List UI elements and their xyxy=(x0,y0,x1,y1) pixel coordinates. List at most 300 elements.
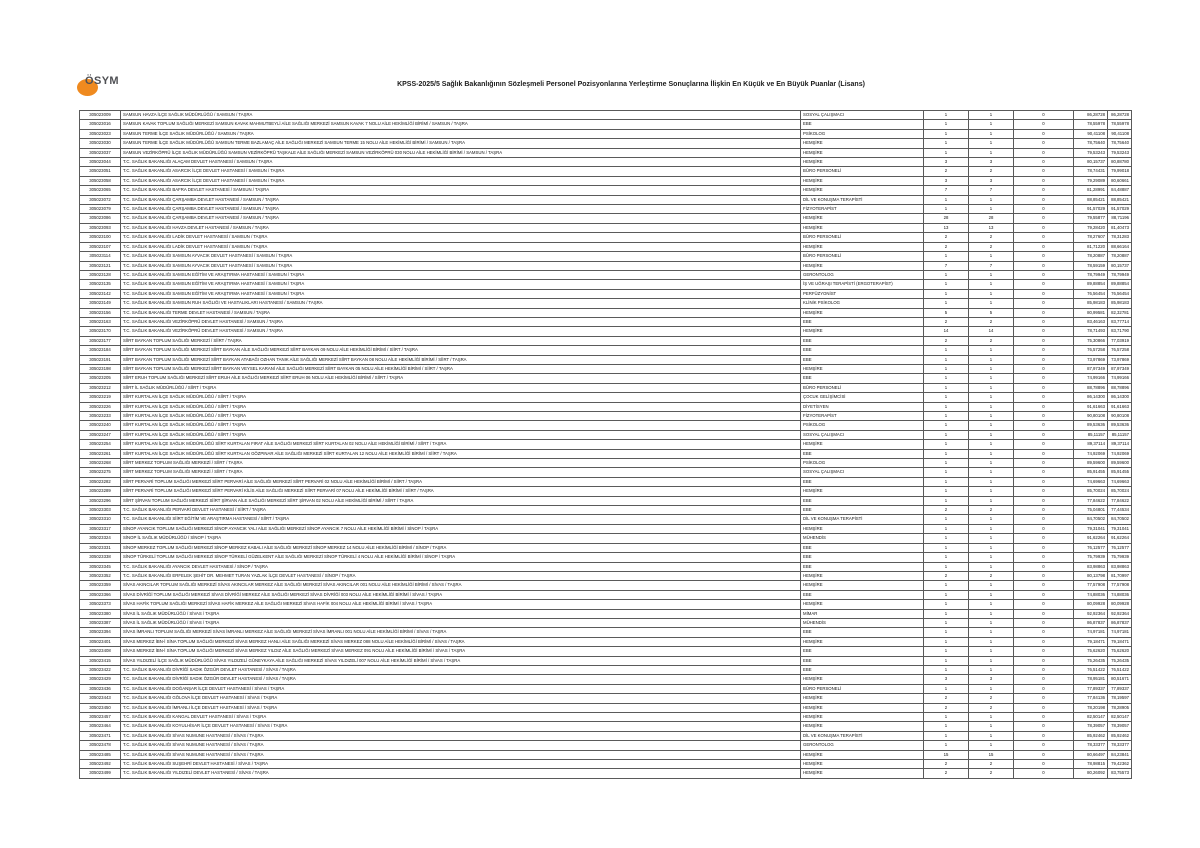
table-row xyxy=(80,459,1132,468)
cell-min-score: 89,88854 xyxy=(1074,280,1108,289)
cell-position-title: DİL VE KONUŞMA TERAPİSTİ xyxy=(801,515,924,524)
cell-min-score: 77,57908 xyxy=(1074,581,1108,590)
cell-placed: 3 xyxy=(969,176,1014,185)
results-table-body xyxy=(80,111,1132,779)
cell-quota: 1 xyxy=(924,355,969,364)
osym-logo-text: ÖSYM xyxy=(85,75,119,87)
cell-min-score: 76,51422 xyxy=(1074,665,1108,674)
cell-placed: 1 xyxy=(969,618,1014,627)
cell-max-score: 88,85421 xyxy=(1108,195,1132,204)
cell-quota: 1 xyxy=(924,421,969,430)
table-row xyxy=(80,647,1132,656)
cell-vacant: 0 xyxy=(1014,524,1074,533)
cell-placed: 1 xyxy=(969,412,1014,421)
cell-min-score: 74,88036 xyxy=(1074,590,1108,599)
cell-position-title: HEMŞİRE xyxy=(801,148,924,157)
cell-vacant: 0 xyxy=(1014,543,1074,552)
cell-min-score: 79,18471 xyxy=(1074,637,1108,646)
table-row xyxy=(80,675,1132,684)
cell-quota: 1 xyxy=(924,393,969,402)
cell-min-score: 79,55877 xyxy=(1074,214,1108,223)
cell-quota: 1 xyxy=(924,590,969,599)
cell-institution: T.C. SAĞLIK BAKANLIĞI VEZİRKÖPRÜ DEVLET HASTANESİ / SAMSUN / TAŞRA xyxy=(121,327,801,336)
cell-max-score: 78,75640 xyxy=(1108,139,1132,148)
cell-position-code: 305023184 xyxy=(80,346,121,355)
cell-placed: 1 xyxy=(969,421,1014,430)
cell-institution: T.C. SAĞLIK BAKANLIĞI ASARCIK İLÇE DEVLET HASTANESİ / SAMSUN / TAŞRA xyxy=(121,167,801,176)
cell-institution: SİİRT PERVARİ TOPLUM SAĞLIĞI MERKEZİ SİİRT PERVARİ AİLE SAĞLIĞI MERKEZİ SİİRT PERVARİ 02 NOLU AİLE HEKİMLİĞİ BİRİMİ / SİİRT / TAŞRA xyxy=(121,477,801,486)
cell-institution: SİİRT PERVARİ TOPLUM SAĞLIĞI MERKEZİ SİİRT PERVARİ KİLİS AİLE SAĞLIĞI MERKEZİ SİİRT PERVARİ 07 NOLU AİLE HEKİMLİĞİ BİRİMİ / SİİRT / TAŞRA xyxy=(121,487,801,496)
cell-quota: 2 xyxy=(924,233,969,242)
cell-placed: 1 xyxy=(969,581,1014,590)
table-row xyxy=(80,261,1132,270)
cell-position-title: EBE xyxy=(801,317,924,326)
cell-quota: 1 xyxy=(924,534,969,543)
cell-placed: 1 xyxy=(969,496,1014,505)
cell-max-score: 90,80108 xyxy=(1108,412,1132,421)
cell-max-score: 91,61663 xyxy=(1108,402,1132,411)
cell-quota: 28 xyxy=(924,214,969,223)
cell-placed: 1 xyxy=(969,129,1014,138)
cell-vacant: 0 xyxy=(1014,195,1074,204)
cell-institution: SİNOP MERKEZ TOPLUM SAĞLIĞI MERKEZİ SİNOP MERKEZ KABALI AİLE SAĞLIĞI MERKEZİ SİNOP MERKEZ 14 NOLU AİLE HEKİMLİĞİ BİRİMİ / SİNOP / TAŞRA xyxy=(121,543,801,552)
cell-max-score: 74,88036 xyxy=(1108,590,1132,599)
table-row xyxy=(80,374,1132,383)
cell-vacant: 0 xyxy=(1014,421,1074,430)
cell-max-score: 80,09928 xyxy=(1108,600,1132,609)
cell-institution: SAMSUN KAVAK TOPLUM SAĞLIĞI MERKEZİ SAMSUN KAVAK MAHMUTBEYLİ AİLE SAĞLIĞI MERKEZİ SAMSUN KAVAK 7 NOLU AİLE HEKİMLİĞİ BİRİMİ / SAMSUN / TAŞRA xyxy=(121,120,801,129)
cell-vacant: 0 xyxy=(1014,449,1074,458)
cell-max-score: 82,50147 xyxy=(1108,713,1132,722)
cell-institution: SAMSUN HAVZA İLÇE SAĞLIK MÜDÜRLÜĞÜ / SAMSUN / TAŞRA xyxy=(121,111,801,120)
cell-position-title: HEMŞİRE xyxy=(801,158,924,167)
cell-institution: SİVAS İMRANLI TOPLUM SAĞLIĞI MERKEZİ SİVAS İMRANLI MERKEZ AİLE SAĞLIĞI MERKEZİ SİVAS İMRANLI 001 NOLU AİLE HEKİMLİĞİ BİRİMİ / SİVAS / TAŞRA xyxy=(121,628,801,637)
cell-max-score: 74,99166 xyxy=(1108,374,1132,383)
cell-quota: 1 xyxy=(924,148,969,157)
cell-max-score: 78,33377 xyxy=(1108,741,1132,750)
cell-placed: 7 xyxy=(969,186,1014,195)
cell-position-title: HEMŞİRE xyxy=(801,581,924,590)
cell-placed: 1 xyxy=(969,346,1014,355)
table-row xyxy=(80,430,1132,439)
cell-position-title: HEMŞİRE xyxy=(801,694,924,703)
table-row xyxy=(80,609,1132,618)
cell-quota: 1 xyxy=(924,741,969,750)
cell-placed: 2 xyxy=(969,317,1014,326)
cell-position-title: MÜHENDİS xyxy=(801,534,924,543)
cell-vacant: 0 xyxy=(1014,111,1074,120)
cell-position-code: 305023471 xyxy=(80,731,121,740)
cell-position-title: EBE xyxy=(801,506,924,515)
table-row xyxy=(80,496,1132,505)
cell-max-score: 73,97869 xyxy=(1108,355,1132,364)
cell-position-code: 305023128 xyxy=(80,270,121,279)
cell-placed: 1 xyxy=(969,543,1014,552)
cell-placed: 1 xyxy=(969,430,1014,439)
cell-vacant: 0 xyxy=(1014,120,1074,129)
cell-institution: T.C. SAĞLIK BAKANLIĞI ÇARŞAMBA DEVLET HASTANESİ / SAMSUN / TAŞRA xyxy=(121,214,801,223)
cell-placed: 1 xyxy=(969,741,1014,750)
cell-vacant: 0 xyxy=(1014,336,1074,345)
cell-institution: SİİRT KURTALAN İLÇE SAĞLIK MÜDÜRLÜĞÜ / SİİRT / TAŞRA xyxy=(121,402,801,411)
cell-position-code: 305023009 xyxy=(80,111,121,120)
cell-position-title: HEMŞİRE xyxy=(801,214,924,223)
cell-placed: 1 xyxy=(969,553,1014,562)
cell-vacant: 0 xyxy=(1014,242,1074,251)
cell-quota: 7 xyxy=(924,186,969,195)
cell-position-code: 305023324 xyxy=(80,534,121,543)
table-row xyxy=(80,468,1132,477)
cell-quota: 1 xyxy=(924,515,969,524)
table-row xyxy=(80,223,1132,232)
cell-position-code: 305023317 xyxy=(80,524,121,533)
cell-position-code: 305023170 xyxy=(80,327,121,336)
cell-institution: SİİRT BAYKAN TOPLUM SAĞLIĞI MERKEZİ / SİİRT / TAŞRA xyxy=(121,336,801,345)
cell-vacant: 0 xyxy=(1014,440,1074,449)
cell-position-title: BÜRO PERSONELİ xyxy=(801,252,924,261)
cell-institution: SİVAS DİVRİĞİ TOPLUM SAĞLIĞI MERKEZİ SİVAS DİVRİĞİ MERKEZ AİLE SAĞLIĞI MERKEZİ SİVAS DİVRİĞİ 003 NOLU AİLE HEKİMLİĞİ BİRİMİ / SİVAS / TAŞRA xyxy=(121,590,801,599)
cell-max-score: 84,48887 xyxy=(1108,186,1132,195)
cell-position-code: 305023359 xyxy=(80,581,121,590)
cell-vacant: 0 xyxy=(1014,167,1074,176)
table-row xyxy=(80,618,1132,627)
cell-position-title: EBE xyxy=(801,496,924,505)
cell-quota: 1 xyxy=(924,731,969,740)
cell-vacant: 0 xyxy=(1014,205,1074,214)
cell-position-code: 305023023 xyxy=(80,129,121,138)
cell-placed: 1 xyxy=(969,205,1014,214)
cell-min-score: 76,57258 xyxy=(1074,346,1108,355)
cell-min-score: 75,26435 xyxy=(1074,656,1108,665)
cell-position-title: İŞ VE UĞRAŞI TERAPİSTİ (ERGOTERAPİST) xyxy=(801,280,924,289)
cell-vacant: 0 xyxy=(1014,317,1074,326)
cell-quota: 1 xyxy=(924,402,969,411)
cell-placed: 1 xyxy=(969,600,1014,609)
cell-placed: 1 xyxy=(969,111,1014,120)
cell-vacant: 0 xyxy=(1014,741,1074,750)
cell-min-score: 88,85421 xyxy=(1074,195,1108,204)
cell-vacant: 0 xyxy=(1014,233,1074,242)
cell-max-score: 89,88854 xyxy=(1108,280,1132,289)
cell-institution: SİİRT KURTALAN İLÇE SAĞLIK MÜDÜRLÜĞÜ SİİRT KURTALAN FIRAT AİLE SAĞLIĞI MERKEZİ SİİRT KURTALAN 02 NOLU AİLE HEKİMLİĞİ BİRİMİ / SİİRT / TAŞRA xyxy=(121,440,801,449)
cell-position-code: 305023289 xyxy=(80,487,121,496)
cell-position-title: KLİNİK PSİKOLOG xyxy=(801,299,924,308)
cell-max-score: 79,53243 xyxy=(1108,148,1132,157)
table-row xyxy=(80,336,1132,345)
cell-quota: 2 xyxy=(924,703,969,712)
table-row xyxy=(80,628,1132,637)
cell-vacant: 0 xyxy=(1014,694,1074,703)
table-row xyxy=(80,280,1132,289)
cell-min-score: 80,15737 xyxy=(1074,158,1108,167)
cell-placed: 1 xyxy=(969,722,1014,731)
cell-institution: T.C. SAĞLIK BAKANLIĞI ÇARŞAMBA DEVLET HASTANESİ / SAMSUN / TAŞRA xyxy=(121,205,801,214)
table-row xyxy=(80,590,1132,599)
cell-placed: 1 xyxy=(969,148,1014,157)
cell-min-score: 75,04801 xyxy=(1074,506,1108,515)
cell-institution: T.C. SAĞLIK BAKANLIĞI TERME DEVLET HASTANESİ / SAMSUN / TAŞRA xyxy=(121,308,801,317)
cell-max-score: 78,79949 xyxy=(1108,270,1132,279)
cell-quota: 1 xyxy=(924,665,969,674)
cell-quota: 1 xyxy=(924,299,969,308)
cell-max-score: 74,97181 xyxy=(1108,628,1132,637)
cell-vacant: 0 xyxy=(1014,346,1074,355)
cell-max-score: 87,97349 xyxy=(1108,364,1132,373)
cell-institution: T.C. SAĞLIK BAKANLIĞI LADİK DEVLET HASTANESİ / SAMSUN / TAŞRA xyxy=(121,242,801,251)
table-row xyxy=(80,694,1132,703)
cell-quota: 1 xyxy=(924,374,969,383)
cell-vacant: 0 xyxy=(1014,703,1074,712)
cell-position-code: 305023142 xyxy=(80,289,121,298)
cell-placed: 2 xyxy=(969,506,1014,515)
cell-placed: 2 xyxy=(969,167,1014,176)
cell-quota: 1 xyxy=(924,270,969,279)
cell-position-code: 305023177 xyxy=(80,336,121,345)
cell-position-title: GERONTOLOG xyxy=(801,270,924,279)
cell-placed: 1 xyxy=(969,713,1014,722)
cell-min-score: 90,41108 xyxy=(1074,129,1108,138)
cell-min-score: 79,28420 xyxy=(1074,223,1108,232)
cell-position-code: 305023408 xyxy=(80,647,121,656)
cell-min-score: 76,56454 xyxy=(1074,289,1108,298)
table-row xyxy=(80,515,1132,524)
cell-institution: T.C. SAĞLIK BAKANLIĞI ÇARŞAMBA DEVLET HASTANESİ / SAMSUN / TAŞRA xyxy=(121,195,801,204)
cell-quota: 1 xyxy=(924,477,969,486)
cell-max-score: 78,31283 xyxy=(1108,233,1132,242)
cell-quota: 1 xyxy=(924,139,969,148)
cell-quota: 1 xyxy=(924,111,969,120)
page-title: KPSS-2025/5 Sağlık Bakanlığının Sözleşmeli Personel Pozisyonlarına Yerleştirme Sonuçlarına İlişkin En Küçük ve En Büyük Puanlar (Lisans) xyxy=(397,81,865,88)
cell-position-title: EBE xyxy=(801,553,924,562)
cell-vacant: 0 xyxy=(1014,299,1074,308)
cell-position-title: DİL VE KONUŞMA TERAPİSTİ xyxy=(801,195,924,204)
cell-vacant: 0 xyxy=(1014,393,1074,402)
cell-placed: 1 xyxy=(969,402,1014,411)
cell-placed: 1 xyxy=(969,449,1014,458)
cell-position-code: 305023478 xyxy=(80,741,121,750)
cell-vacant: 0 xyxy=(1014,214,1074,223)
cell-min-score: 78,75640 xyxy=(1074,139,1108,148)
cell-position-title: HEMŞİRE xyxy=(801,524,924,533)
cell-quota: 7 xyxy=(924,261,969,270)
cell-min-score: 74,69663 xyxy=(1074,477,1108,486)
cell-min-score: 78,95181 xyxy=(1074,675,1108,684)
table-row xyxy=(80,383,1132,392)
cell-max-score: 76,51422 xyxy=(1108,665,1132,674)
cell-vacant: 0 xyxy=(1014,280,1074,289)
cell-vacant: 0 xyxy=(1014,628,1074,637)
cell-min-score: 89,59600 xyxy=(1074,459,1108,468)
cell-vacant: 0 xyxy=(1014,675,1074,684)
cell-position-code: 305023233 xyxy=(80,412,121,421)
cell-position-title: HEMŞİRE xyxy=(801,364,924,373)
cell-placed: 1 xyxy=(969,270,1014,279)
cell-min-score: 76,12577 xyxy=(1074,543,1108,552)
cell-max-score: 76,56454 xyxy=(1108,289,1132,298)
cell-institution: SİİRT KURTALAN İLÇE SAĞLIK MÜDÜRLÜĞÜ / SİİRT / TAŞRA xyxy=(121,421,801,430)
table-row xyxy=(80,665,1132,674)
cell-vacant: 0 xyxy=(1014,468,1074,477)
cell-min-score: 81,71220 xyxy=(1074,242,1108,251)
cell-position-code: 305023135 xyxy=(80,280,121,289)
table-row xyxy=(80,562,1132,571)
cell-position-title: HEMŞİRE xyxy=(801,308,924,317)
cell-max-score: 84,23841 xyxy=(1108,750,1132,759)
cell-position-code: 305023058 xyxy=(80,176,121,185)
cell-placed: 1 xyxy=(969,289,1014,298)
cell-vacant: 0 xyxy=(1014,129,1074,138)
cell-position-code: 305023366 xyxy=(80,590,121,599)
cell-position-title: BÜRO PERSONELİ xyxy=(801,684,924,693)
cell-quota: 13 xyxy=(924,223,969,232)
cell-position-code: 305023485 xyxy=(80,750,121,759)
cell-min-score: 79,53243 xyxy=(1074,148,1108,157)
table-row xyxy=(80,364,1132,373)
cell-position-title: HEMŞİRE xyxy=(801,440,924,449)
cell-quota: 1 xyxy=(924,581,969,590)
cell-vacant: 0 xyxy=(1014,139,1074,148)
cell-min-score: 78,98815 xyxy=(1074,760,1108,769)
cell-max-score: 79,42362 xyxy=(1108,760,1132,769)
cell-max-score: 84,70502 xyxy=(1108,515,1132,524)
cell-position-code: 305023492 xyxy=(80,760,121,769)
cell-max-score: 76,12577 xyxy=(1108,543,1132,552)
cell-institution: T.C. SAĞLIK BAKANLIĞI DİVRİĞİ SADIK ÖZGÜR DEVLET HASTANESİ / SİVAS / TAŞRA xyxy=(121,665,801,674)
cell-institution: T.C. SAĞLIK BAKANLIĞI BAFRA DEVLET HASTANESİ / SAMSUN / TAŞRA xyxy=(121,186,801,195)
cell-quota: 1 xyxy=(924,430,969,439)
cell-position-title: SOSYAL ÇALIŞMACI xyxy=(801,468,924,477)
cell-min-score: 80,09928 xyxy=(1074,600,1108,609)
cell-quota: 1 xyxy=(924,412,969,421)
table-row xyxy=(80,214,1132,223)
cell-min-score: 92,92364 xyxy=(1074,609,1108,618)
cell-placed: 2 xyxy=(969,233,1014,242)
cell-quota: 1 xyxy=(924,496,969,505)
cell-position-title: EBE xyxy=(801,355,924,364)
table-row xyxy=(80,440,1132,449)
table-row xyxy=(80,487,1132,496)
cell-position-title: HEMŞİRE xyxy=(801,750,924,759)
cell-institution: SİVAS MERKEZ İBN-İ SİNA TOPLUM SAĞLIĞI MERKEZİ SİVAS MERKEZ YILDIZ AİLE SAĞLIĞI MERKEZİ SİVAS MERKEZ 091 NOLU AİLE HEKİMLİĞİ BİRİMİ / SİVAS / TAŞRA xyxy=(121,647,801,656)
cell-max-score: 79,99018 xyxy=(1108,167,1132,176)
cell-min-score: 78,20198 xyxy=(1074,703,1108,712)
cell-position-code: 305023443 xyxy=(80,694,121,703)
cell-vacant: 0 xyxy=(1014,148,1074,157)
cell-min-score: 86,14300 xyxy=(1074,393,1108,402)
cell-position-title: PERFÜZYONİST xyxy=(801,289,924,298)
cell-institution: T.C. SAĞLIK BAKANLIĞI SAMSUN EĞİTİM VE ARAŞTIRMA HASTANESİ / SAMSUN / TAŞRA xyxy=(121,280,801,289)
cell-position-title: HEMŞİRE xyxy=(801,139,924,148)
cell-quota: 1 xyxy=(924,459,969,468)
cell-position-code: 305023303 xyxy=(80,506,121,515)
cell-quota: 1 xyxy=(924,713,969,722)
cell-min-score: 91,57029 xyxy=(1074,205,1108,214)
cell-min-score: 77,84622 xyxy=(1074,496,1108,505)
cell-institution: T.C. SAĞLIK BAKANLIĞI GÖLOVA İLÇE DEVLET HASTANESİ / SİVAS / TAŞRA xyxy=(121,694,801,703)
cell-vacant: 0 xyxy=(1014,684,1074,693)
cell-max-score: 85,92462 xyxy=(1108,731,1132,740)
table-row xyxy=(80,176,1132,185)
cell-quota: 1 xyxy=(924,628,969,637)
cell-position-title: HEMŞİRE xyxy=(801,600,924,609)
cell-position-title: EBE xyxy=(801,336,924,345)
table-row xyxy=(80,534,1132,543)
cell-institution: T.C. SAĞLIK BAKANLIĞI SAMSUN AYVACIK DEVLET HASTANESİ / SAMSUN / TAŞRA xyxy=(121,252,801,261)
cell-vacant: 0 xyxy=(1014,374,1074,383)
cell-placed: 1 xyxy=(969,120,1014,129)
cell-position-code: 305023121 xyxy=(80,261,121,270)
cell-institution: SİİRT KURTALAN İLÇE SAĞLIK MÜDÜRLÜĞÜ / SİİRT / TAŞRA xyxy=(121,412,801,421)
cell-placed: 1 xyxy=(969,139,1014,148)
cell-position-code: 305023100 xyxy=(80,233,121,242)
cell-vacant: 0 xyxy=(1014,590,1074,599)
cell-position-title: HEMŞİRE xyxy=(801,242,924,251)
cell-vacant: 0 xyxy=(1014,412,1074,421)
table-row xyxy=(80,412,1132,421)
cell-position-code: 305023401 xyxy=(80,637,121,646)
cell-position-code: 305023310 xyxy=(80,515,121,524)
cell-institution: T.C. SAĞLIK BAKANLIĞI SAMSUN EĞİTİM VE ARAŞTIRMA HASTANESİ / SAMSUN / TAŞRA xyxy=(121,270,801,279)
cell-vacant: 0 xyxy=(1014,186,1074,195)
cell-position-code: 305023415 xyxy=(80,656,121,665)
cell-vacant: 0 xyxy=(1014,760,1074,769)
cell-min-score: 74,92069 xyxy=(1074,449,1108,458)
table-row xyxy=(80,327,1132,336)
cell-min-score: 85,98183 xyxy=(1074,299,1108,308)
cell-quota: 1 xyxy=(924,553,969,562)
cell-max-score: 74,69663 xyxy=(1108,477,1132,486)
cell-position-title: EBE xyxy=(801,543,924,552)
cell-min-score: 91,61663 xyxy=(1074,402,1108,411)
cell-quota: 5 xyxy=(924,308,969,317)
cell-position-code: 305023016 xyxy=(80,120,121,129)
cell-placed: 1 xyxy=(969,355,1014,364)
cell-min-score: 78,20887 xyxy=(1074,252,1108,261)
cell-vacant: 0 xyxy=(1014,769,1074,778)
cell-position-code: 305023261 xyxy=(80,449,121,458)
cell-min-score: 78,59159 xyxy=(1074,261,1108,270)
cell-placed: 1 xyxy=(969,459,1014,468)
cell-position-title: MÜHENDİS xyxy=(801,618,924,627)
cell-placed: 2 xyxy=(969,760,1014,769)
cell-quota: 1 xyxy=(924,487,969,496)
cell-institution: SİİRT KURTALAN İLÇE SAĞLIK MÜDÜRLÜĞÜ / SİİRT / TAŞRA xyxy=(121,430,801,439)
cell-placed: 1 xyxy=(969,487,1014,496)
cell-vacant: 0 xyxy=(1014,355,1074,364)
cell-position-code: 305023457 xyxy=(80,713,121,722)
cell-vacant: 0 xyxy=(1014,327,1074,336)
cell-position-code: 305023429 xyxy=(80,675,121,684)
cell-max-score: 76,57258 xyxy=(1108,346,1132,355)
table-row xyxy=(80,195,1132,204)
cell-placed: 1 xyxy=(969,628,1014,637)
table-row xyxy=(80,139,1132,148)
cell-min-score: 80,13798 xyxy=(1074,571,1108,580)
cell-min-score: 78,74431 xyxy=(1074,167,1108,176)
cell-vacant: 0 xyxy=(1014,750,1074,759)
cell-vacant: 0 xyxy=(1014,665,1074,674)
table-row xyxy=(80,524,1132,533)
cell-quota: 1 xyxy=(924,543,969,552)
cell-max-score: 86,28728 xyxy=(1108,111,1132,120)
cell-position-code: 305023254 xyxy=(80,440,121,449)
cell-vacant: 0 xyxy=(1014,637,1074,646)
cell-max-score: 88,66164 xyxy=(1108,242,1132,251)
cell-quota: 1 xyxy=(924,252,969,261)
cell-quota: 1 xyxy=(924,364,969,373)
cell-position-code: 305023331 xyxy=(80,543,121,552)
cell-max-score: 77,84622 xyxy=(1108,496,1132,505)
